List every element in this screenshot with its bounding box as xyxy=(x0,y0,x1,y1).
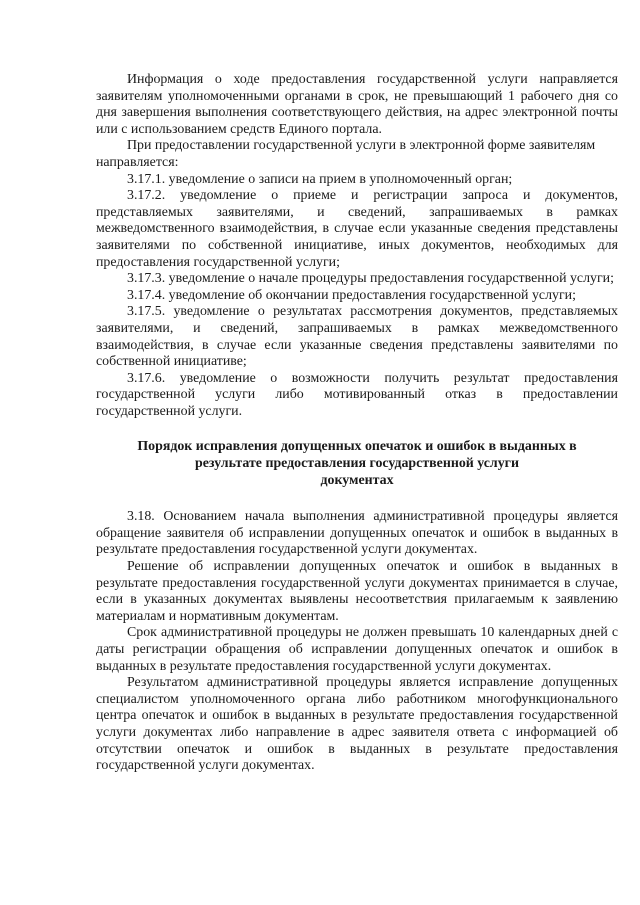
paragraph-electronic-form-intro: При предоставлении государственной услуги в электронной форме заявителям направляется: xyxy=(96,138,596,170)
paragraph-3-17-2: 3.17.2. уведомление о приеме и регистрации запроса и документов, представляемых заявителями, и сведений, запрашиваемых в рамках межведомственного взаимодействия, в случае если указанные сведения представлены заявителями по собственной инициативе, иных документов, необходимых для предоставления государственной услуги; xyxy=(96,188,618,270)
section-heading-line-2: результате предоставления государственной услуги xyxy=(195,456,519,472)
paragraph-notification-info: Информация о ходе предоставления государственной услуги направляется заявителям уполномоченными органами в срок, не превышающий 1 рабочего дня со дня завершения выполнения соответствующего действия, на адрес электронной почты или с использованием средств Единого портала. xyxy=(96,72,618,137)
paragraph-correction-decision: Решение об исправлении допущенных опечаток и ошибок в выданных в результате предоставления государственной услуги документах принимается в случае, если в указанных документах выявлены несоответствия прилагаемым к заявлению материалам и нормативным документам. xyxy=(96,559,618,624)
page-content xyxy=(96,72,618,775)
paragraph-procedure-result: Результатом административной процедуры является исправление допущенных специалистом уполномоченного органа либо работником многофункционального центра опечаток и ошибок в выданных в результате предоставления государственной услуги документах либо направление в адрес заявителя ответа с информацией об отсутствии опечаток и ошибок в выданных в результате предоставления государственной услуги документах. xyxy=(96,675,618,774)
paragraph-3-18: 3.18. Основанием начала выполнения административной процедуры является обращение заявителя об исправлении допущенных опечаток и ошибок в выданных в результате предоставления государственной услуги документах. xyxy=(96,509,618,558)
paragraph-3-17-1: 3.17.1. уведомление о записи на прием в уполномоченный орган; xyxy=(127,171,513,187)
section-heading-line-1: Порядок исправления допущенных опечаток и ошибок в выданных в xyxy=(137,439,577,455)
section-heading xyxy=(96,439,618,489)
paragraph-3-17-4: 3.17.4. уведомление об окончании предоставления государственной услуги; xyxy=(127,287,576,303)
section-heading-line-3: документах xyxy=(320,472,394,488)
paragraph-3-17-5: 3.17.5. уведомление о результатах рассмотрения документов, представляемых заявителями, и сведений, запрашиваемых в рамках межведомственного взаимодействия, в случае если указанные сведения представлены заявителями по собственной инициативе; xyxy=(96,304,618,370)
paragraph-procedure-term: Срок административной процедуры не должен превышать 10 календарных дней с даты регистрации обращения об исправлении допущенных опечаток и ошибок в выданных в результате предоставления государственной услуги документах. xyxy=(96,625,618,674)
paragraph-3-17-6: 3.17.6. уведомление о возможности получить результат предоставления государственной услуги либо мотивированный отказ в предоставлении государственной услуги. xyxy=(96,370,618,419)
paragraph-3-17-3: 3.17.3. уведомление о начале процедуры предоставления государственной услуги; xyxy=(127,271,614,287)
section-spacer xyxy=(96,489,618,509)
